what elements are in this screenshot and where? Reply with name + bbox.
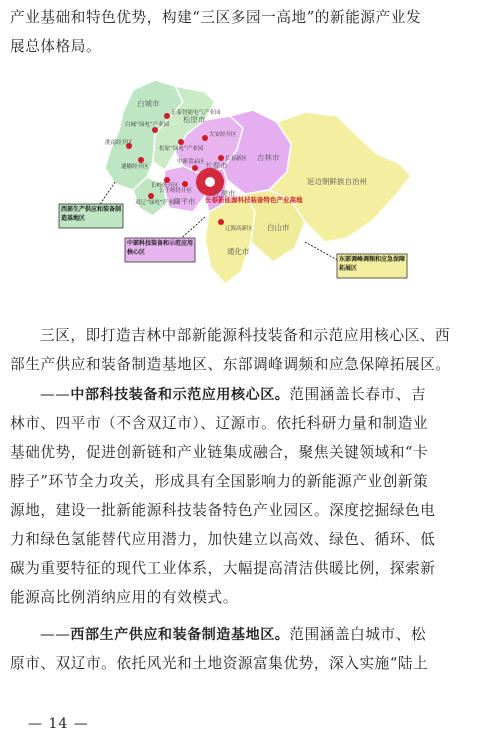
city-label-liaoyuan: 辽源市	[213, 189, 236, 198]
para2-lead: 范围涵盖长春市、吉	[289, 386, 427, 403]
park-label-p11: 辽源高新区	[225, 226, 253, 232]
city-label-changchun: 长春市	[205, 161, 228, 170]
park-marker-p1	[164, 113, 170, 119]
city-label-yanbian: 延边朝鲜族自治州	[307, 177, 367, 186]
para2-line-1	[40, 383, 426, 407]
park-label-p7: 中新食品区	[177, 159, 205, 165]
callout-east-label: 东部调峰调频和应急保障拓展区	[339, 256, 405, 272]
park-marker-p6	[138, 157, 144, 163]
park-label-p8: 长春新区	[225, 156, 248, 162]
para2-line-7: 碳为重要特征的现代工业体系，大幅提高清洁供暖比例，探索新	[10, 560, 436, 577]
para2-dash: ——	[40, 386, 71, 403]
park-label-p10: 双辽“绿电”产业园	[135, 200, 180, 206]
para2-line-8: 能源高比例消纳应用的有效模式。	[10, 589, 238, 606]
regional-layout-map	[55, 72, 425, 302]
park-label-p6: 通榆经开区	[121, 164, 149, 170]
para2-heading: 中部科技装备和示范应用核心区。	[70, 387, 290, 403]
park-label-p1: 正泰智能电气产业园	[171, 110, 221, 116]
para2-line-5: 源地，建设一批新能源科技装备特色产业园区。深度挖掘绿色电	[10, 502, 436, 519]
city-label-songyuan: 松原市	[183, 115, 206, 124]
park-label-p4: 洮南经开区	[105, 140, 133, 146]
city-label-jilin: 吉林市	[257, 153, 280, 162]
para2-line-3: 基础优势，促进创新链和产业链集成融合，聚焦关键领域和“卡	[10, 444, 429, 461]
callout-central-label: 中部科技装备和示范应用核心区	[127, 240, 193, 256]
park-label-p2: 白城“绿电”产业园	[125, 122, 170, 128]
page-number: — 14 —	[28, 716, 89, 732]
intro-line-1: 产业基础和特色优势，构建“三区多园一高地”的新能源产业发	[10, 9, 422, 26]
city-label-baicheng: 白城市	[137, 99, 160, 108]
para2-line-2: 林市、四平市（不含双辽市）、辽源市。依托科研力量和制造业	[10, 415, 429, 432]
city-label-baishan: 白山市	[267, 223, 290, 232]
para1-line-1: 三区，即打造吉林中部新能源科技装备和示范应用核心区、西	[40, 327, 451, 344]
park-marker-p5	[178, 139, 184, 145]
intro-line-2: 展总体格局。	[10, 38, 102, 55]
park-label-p3: 大安经开区	[209, 132, 237, 138]
para3-dash: ——	[40, 626, 71, 643]
para2-line-4: 脖子”环节全力攻关，形成具有全国影响力的新能源产业创新策	[10, 473, 429, 490]
park-marker-p7	[192, 165, 198, 171]
para3-line-1	[40, 623, 426, 647]
park-label-p9: 长岭经开区	[151, 183, 179, 189]
park-marker-p12	[182, 181, 188, 187]
para3-heading: 西部生产供应和装备制造基地区。	[70, 627, 290, 643]
callout-west-label: 西部生产供应和装备制造基地区	[61, 206, 121, 222]
highland-label: 长春新能源科技装备特色产业高地	[205, 196, 303, 204]
city-label-tonghua: 通化市	[227, 247, 250, 256]
highland-marker-core	[205, 177, 215, 187]
city-label-siping: 四平市	[173, 197, 196, 206]
park-marker-p11	[218, 219, 224, 225]
park-marker-p10	[148, 193, 154, 199]
park-label-p5: 松原“绿电”产业园	[159, 146, 204, 152]
para2-line-6: 力和绿色氢能替代应用潜力，加快建立以高效、绿色、循环、低	[10, 531, 436, 548]
para3-lead: 范围涵盖白城市、松	[289, 626, 427, 643]
park-label-p12: 公主岭经开区	[159, 188, 193, 194]
para1-line-2: 部生产供应和装备制造基地区、东部调峰调频和应急保障拓展区。	[10, 356, 451, 373]
map-svg	[55, 72, 425, 302]
park-marker-p3	[202, 135, 208, 141]
para3-line-2: 原市、双辽市。依托风光和土地资源富集优势，深入实施“陆上	[10, 655, 429, 672]
